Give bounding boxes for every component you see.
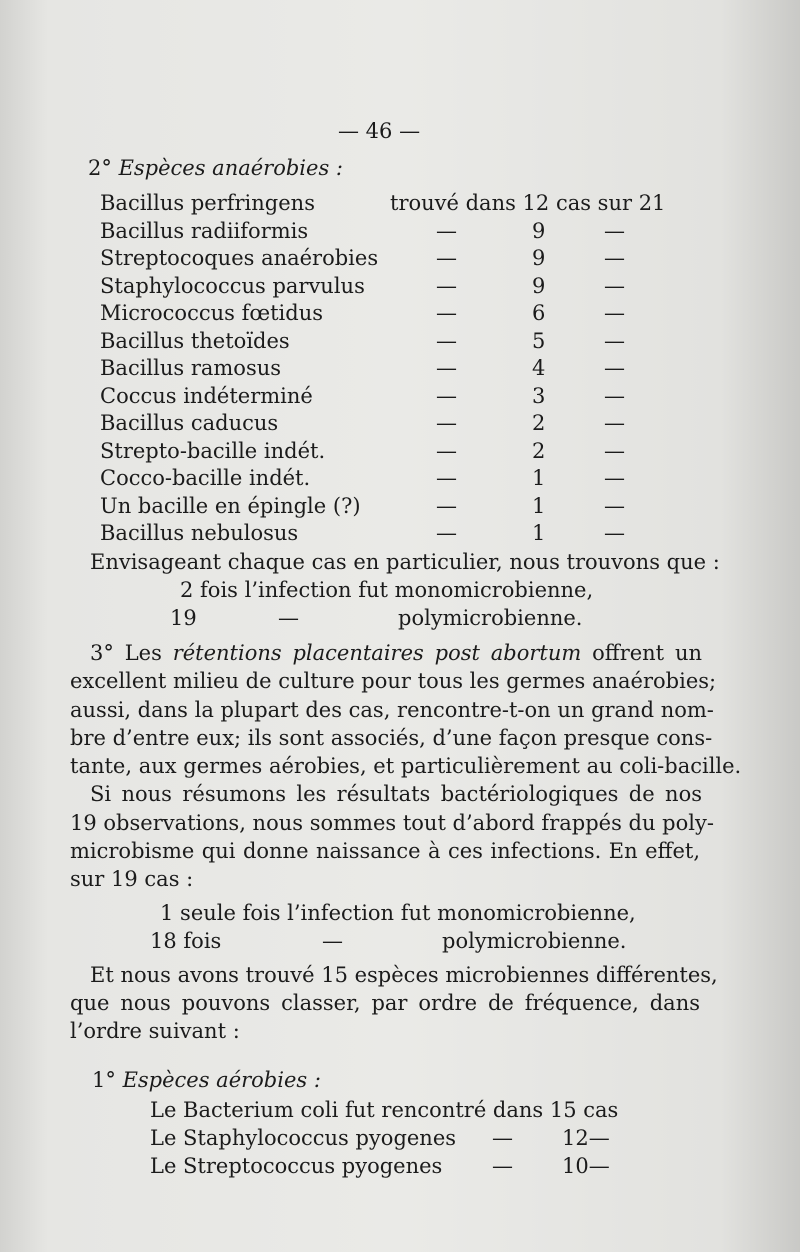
para4-line3: microbisme qui donne naissance à ces infections. En effet, bbox=[70, 839, 700, 863]
ditto-dash: — bbox=[604, 246, 625, 270]
summary2-line2-number: 18 fois bbox=[150, 929, 222, 953]
species-name: Bacillus thetoïdes bbox=[100, 328, 290, 353]
para4-line2: 19 observations, nous sommes tout d’abord frappés du poly- bbox=[70, 811, 714, 835]
ditto-dash: — bbox=[436, 383, 457, 408]
case-count: 3 bbox=[532, 383, 546, 408]
section2-heading-title: Espèces anaérobies : bbox=[118, 156, 343, 180]
case-count: 9 bbox=[532, 246, 546, 270]
species-name: Bacillus perfringens bbox=[100, 191, 315, 215]
para3-line5: tante, aux germes aérobies, et particulièrement au coli-bacille. bbox=[70, 754, 742, 778]
ditto-dash: — bbox=[604, 356, 625, 380]
species-name: Bacillus caducus bbox=[100, 411, 279, 435]
case-count: 9 bbox=[532, 273, 546, 298]
para3-line4: bre d’entre eux; ils sont associés, d’une façon presque cons- bbox=[70, 726, 713, 750]
species-name: Staphylococcus parvulus bbox=[100, 273, 365, 298]
section1-heading-title: Espèces aérobies : bbox=[122, 1068, 321, 1092]
case-count: 1 bbox=[532, 466, 546, 490]
ditto-dash: — bbox=[436, 246, 457, 270]
species-name: Streptocoques anaérobies bbox=[100, 246, 379, 270]
occurrence-header: trouvé dans 12 cas sur 21 bbox=[390, 191, 666, 215]
ditto-dash: — bbox=[436, 218, 457, 243]
ditto-dash: — bbox=[436, 411, 457, 435]
para5-line3: l’ordre suivant : bbox=[70, 1019, 240, 1043]
species-name: Bacillus ramosus bbox=[100, 356, 282, 380]
case-count: 10— bbox=[562, 1154, 610, 1178]
para5-line1: Et nous avons trouvé 15 espèces microbiennes différentes, bbox=[90, 963, 718, 987]
ditto-dash: — bbox=[436, 521, 457, 545]
aerobic-species-line: Le Streptococcus pyogenes bbox=[150, 1154, 443, 1178]
summary2-line2-word: polymicrobienne. bbox=[442, 929, 627, 953]
para3-line1-start: 3° Les bbox=[90, 641, 162, 665]
case-count: 1 bbox=[532, 493, 546, 518]
ditto-dash: — bbox=[436, 493, 457, 518]
case-count: 2 bbox=[532, 411, 546, 435]
ditto-dash: — bbox=[436, 301, 457, 325]
page-number: — 46 — bbox=[338, 119, 421, 143]
section2-heading-number: 2° bbox=[88, 156, 112, 180]
ditto-dash: — bbox=[604, 218, 625, 243]
species-name: Un bacille en épingle (?) bbox=[100, 493, 361, 518]
section2-heading bbox=[88, 155, 343, 181]
aerobic-species-line: Le Bacterium coli fut rencontré dans 15 cas bbox=[150, 1098, 619, 1122]
para3-line1-end: offrent un bbox=[592, 641, 702, 665]
ditto-dash: — bbox=[492, 1126, 513, 1150]
summary1-line2-number: 19 bbox=[170, 606, 197, 630]
para4-line4: sur 19 cas : bbox=[70, 867, 194, 891]
case-count: 12— bbox=[562, 1126, 610, 1150]
para3-line2: excellent milieu de culture pour tous les germes anaérobies; bbox=[70, 669, 717, 693]
ditto-dash: — bbox=[604, 273, 625, 298]
case-count: 2 bbox=[532, 438, 546, 463]
aerobic-species-line: Le Staphylococcus pyogenes bbox=[150, 1126, 457, 1150]
para4-line1: Si nous résumons les résultats bactériologiques de nos bbox=[90, 782, 702, 806]
ditto-dash: — bbox=[436, 438, 457, 463]
case-count: 5 bbox=[532, 328, 546, 353]
species-name: Bacillus nebulosus bbox=[100, 521, 299, 545]
species-name: Strepto-bacille indét. bbox=[100, 438, 326, 463]
ditto-dash: — bbox=[436, 328, 457, 353]
ditto-dash: — bbox=[604, 521, 625, 545]
ditto-dash: — bbox=[604, 411, 625, 435]
summary1-line2-dash: — bbox=[278, 606, 299, 630]
section1-heading bbox=[92, 1067, 321, 1093]
ditto-dash: — bbox=[604, 466, 625, 490]
ditto-dash: — bbox=[604, 493, 625, 518]
ditto-dash: — bbox=[436, 466, 457, 490]
ditto-dash: — bbox=[604, 438, 625, 463]
case-count: 4 bbox=[532, 356, 546, 380]
para3-line1-italic: rétentions placentaires post abortum bbox=[172, 641, 582, 665]
summary2-line1: 1 seule fois l’infection fut monomicrobienne, bbox=[160, 901, 636, 925]
para3-line3: aussi, dans la plupart des cas, rencontre-t-on un grand nom- bbox=[70, 698, 714, 722]
species-name: Coccus indéterminé bbox=[100, 383, 313, 408]
species-name: Micrococcus fœtidus bbox=[100, 301, 324, 325]
ditto-dash: — bbox=[492, 1154, 513, 1178]
summary2-line2-dash: — bbox=[322, 929, 343, 953]
summary1-line1: 2 fois l’infection fut monomicrobienne, bbox=[180, 578, 594, 602]
para5-line2: que nous pouvons classer, par ordre de fréquence, dans bbox=[70, 991, 700, 1015]
para3-line1 bbox=[90, 640, 702, 666]
ditto-dash: — bbox=[604, 328, 625, 353]
case-count: 6 bbox=[532, 301, 546, 325]
case-count: 9 bbox=[532, 218, 546, 243]
ditto-dash: — bbox=[604, 383, 625, 408]
species-name: Bacillus radiiformis bbox=[100, 218, 309, 243]
summary1-line2-word: polymicrobienne. bbox=[398, 606, 583, 630]
ditto-dash: — bbox=[436, 273, 457, 298]
summary1-intro: Envisageant chaque cas en particulier, nous trouvons que : bbox=[90, 550, 720, 574]
case-count: 1 bbox=[532, 521, 546, 545]
ditto-dash: — bbox=[436, 356, 457, 380]
species-name: Cocco-bacille indét. bbox=[100, 466, 311, 490]
ditto-dash: — bbox=[604, 301, 625, 325]
section1-heading-number: 1° bbox=[92, 1068, 116, 1092]
